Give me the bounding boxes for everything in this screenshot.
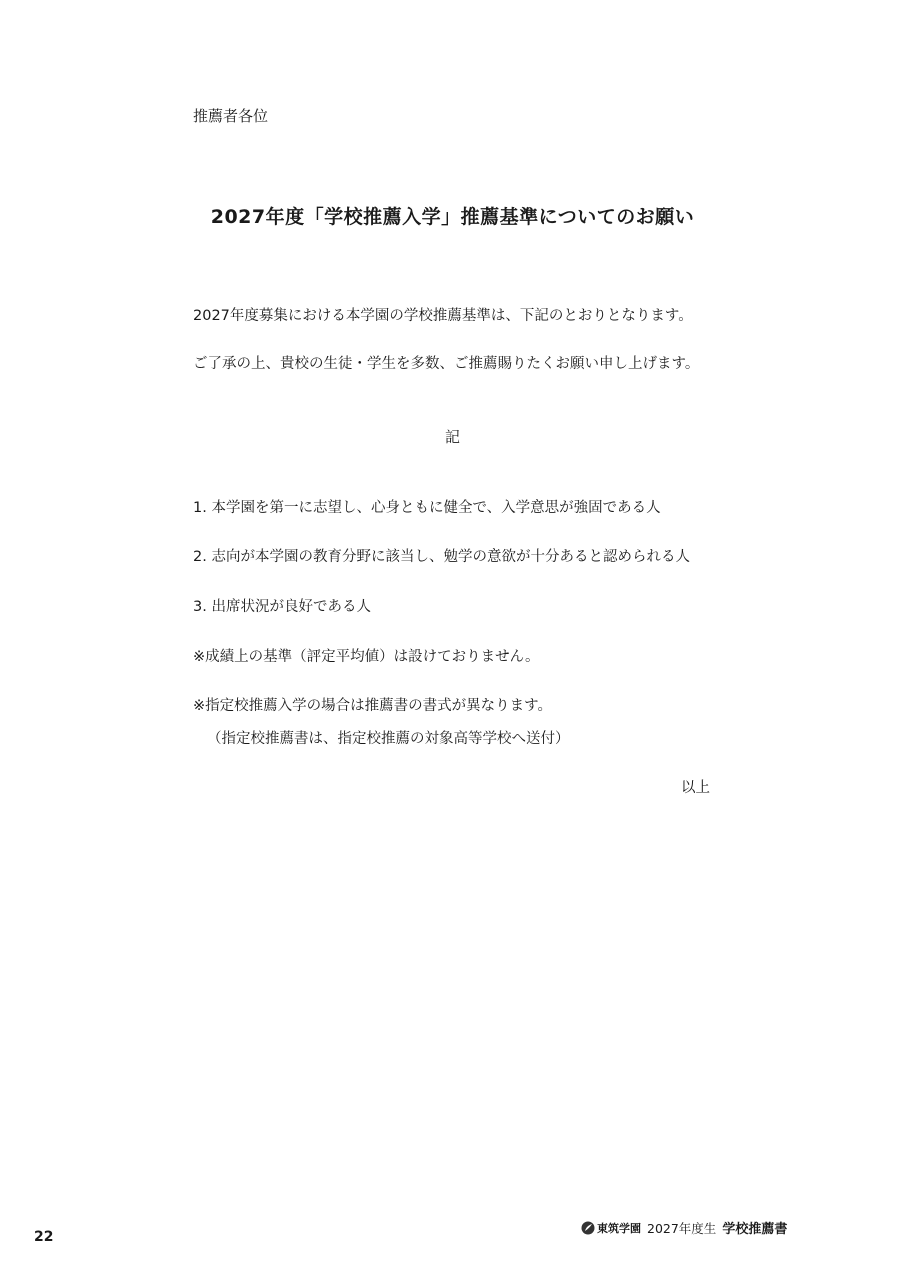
criterion-item: 2. 志向が本学園の教育分野に該当し、勉学の意欲が十分あると認められる人 bbox=[193, 549, 690, 565]
criterion-item: 3. 出席状況が良好である人 bbox=[193, 599, 371, 615]
page-number: 22 bbox=[34, 1229, 54, 1245]
footer-document-name: 学校推薦書 bbox=[722, 1222, 788, 1237]
ki-heading: 記 bbox=[445, 428, 461, 446]
note-designated-school: ※指定校推薦入学の場合は推薦書の書式が異なります。 bbox=[193, 698, 552, 714]
addressee: 推薦者各位 bbox=[193, 107, 269, 125]
footer-year: 2027年度生 bbox=[647, 1220, 717, 1236]
criterion-item: 1. 本学園を第一に志望し、心身ともに健全で、入学意思が強固である人 bbox=[193, 500, 661, 516]
school-emblem-icon bbox=[581, 1221, 595, 1235]
note-grade-standard: ※成績上の基準（評定平均値）は設けておりません。 bbox=[193, 649, 540, 665]
closing-mark: 以上 bbox=[681, 780, 710, 796]
school-logo bbox=[581, 1220, 641, 1236]
request-paragraph: ご了承の上、貴校の生徒・学生を多数、ご推薦賜りたくお願い申し上げます。 bbox=[193, 356, 700, 372]
note-designated-school-detail: （指定校推薦書は、指定校推薦の対象高等学校へ送付） bbox=[207, 731, 570, 747]
logo-text: 東筑学園 bbox=[597, 1221, 641, 1235]
intro-paragraph: 2027年度募集における本学園の学校推薦基準は、下記のとおりとなります。 bbox=[193, 308, 693, 324]
page-title: 2027年度「学校推薦入学」推薦基準についてのお願い bbox=[210, 206, 695, 228]
footer bbox=[581, 1218, 787, 1237]
